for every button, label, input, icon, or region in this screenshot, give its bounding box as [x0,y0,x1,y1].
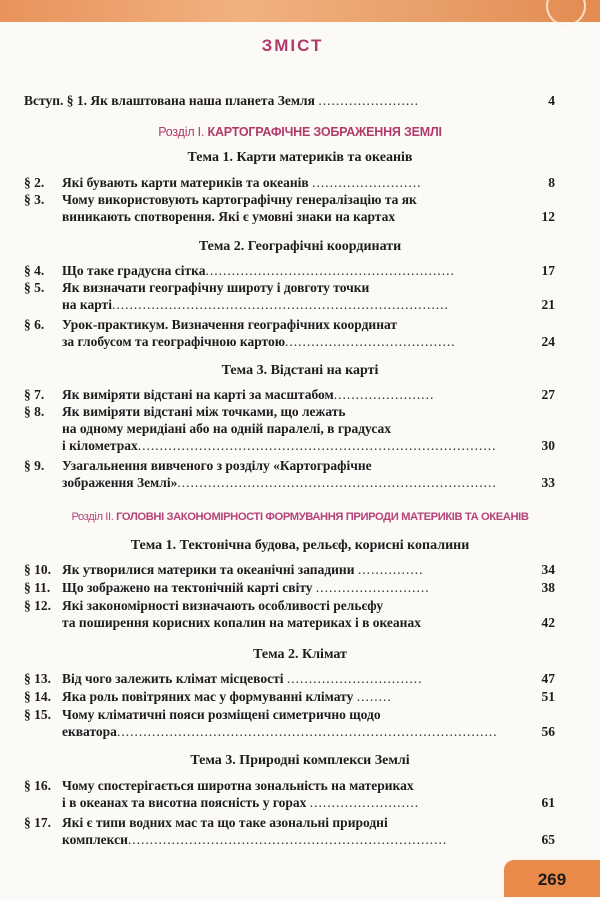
globe-icon [546,0,586,26]
page-number: 269 [504,860,600,897]
theme-heading: Тема 1. Карти материків та океанів [187,150,413,165]
entry-page: 4 [548,93,555,108]
section-heading-2: Розділ ІІ. ГОЛОВНІ ЗАКОНОМІРНОСТІ ФОРМУВАННЯ ПРИРОДИ МАТЕРИКІВ ТА ОКЕАНІВ [71,511,529,523]
theme-heading: Тема 2. Клімат [253,647,347,662]
page-title: ЗМІСТ [261,36,324,55]
top-decorative-band [0,0,600,22]
theme-heading: Тема 3. Відстані на карті [221,363,379,378]
theme-heading: Тема 2. Географічні координати [198,239,402,254]
entry-text: Вступ. § 1. Як влаштована наша планета Земля ....................... [24,93,419,108]
section-heading-1: Розділ І. КАРТОГРАФІЧНЕ ЗОБРАЖЕННЯ ЗЕМЛІ [158,125,442,139]
theme-heading: Тема 3. Природні комплекси Землі [190,753,410,768]
theme-heading: Тема 1. Тектонічна будова, рельєф, корисні копалини [130,538,470,553]
